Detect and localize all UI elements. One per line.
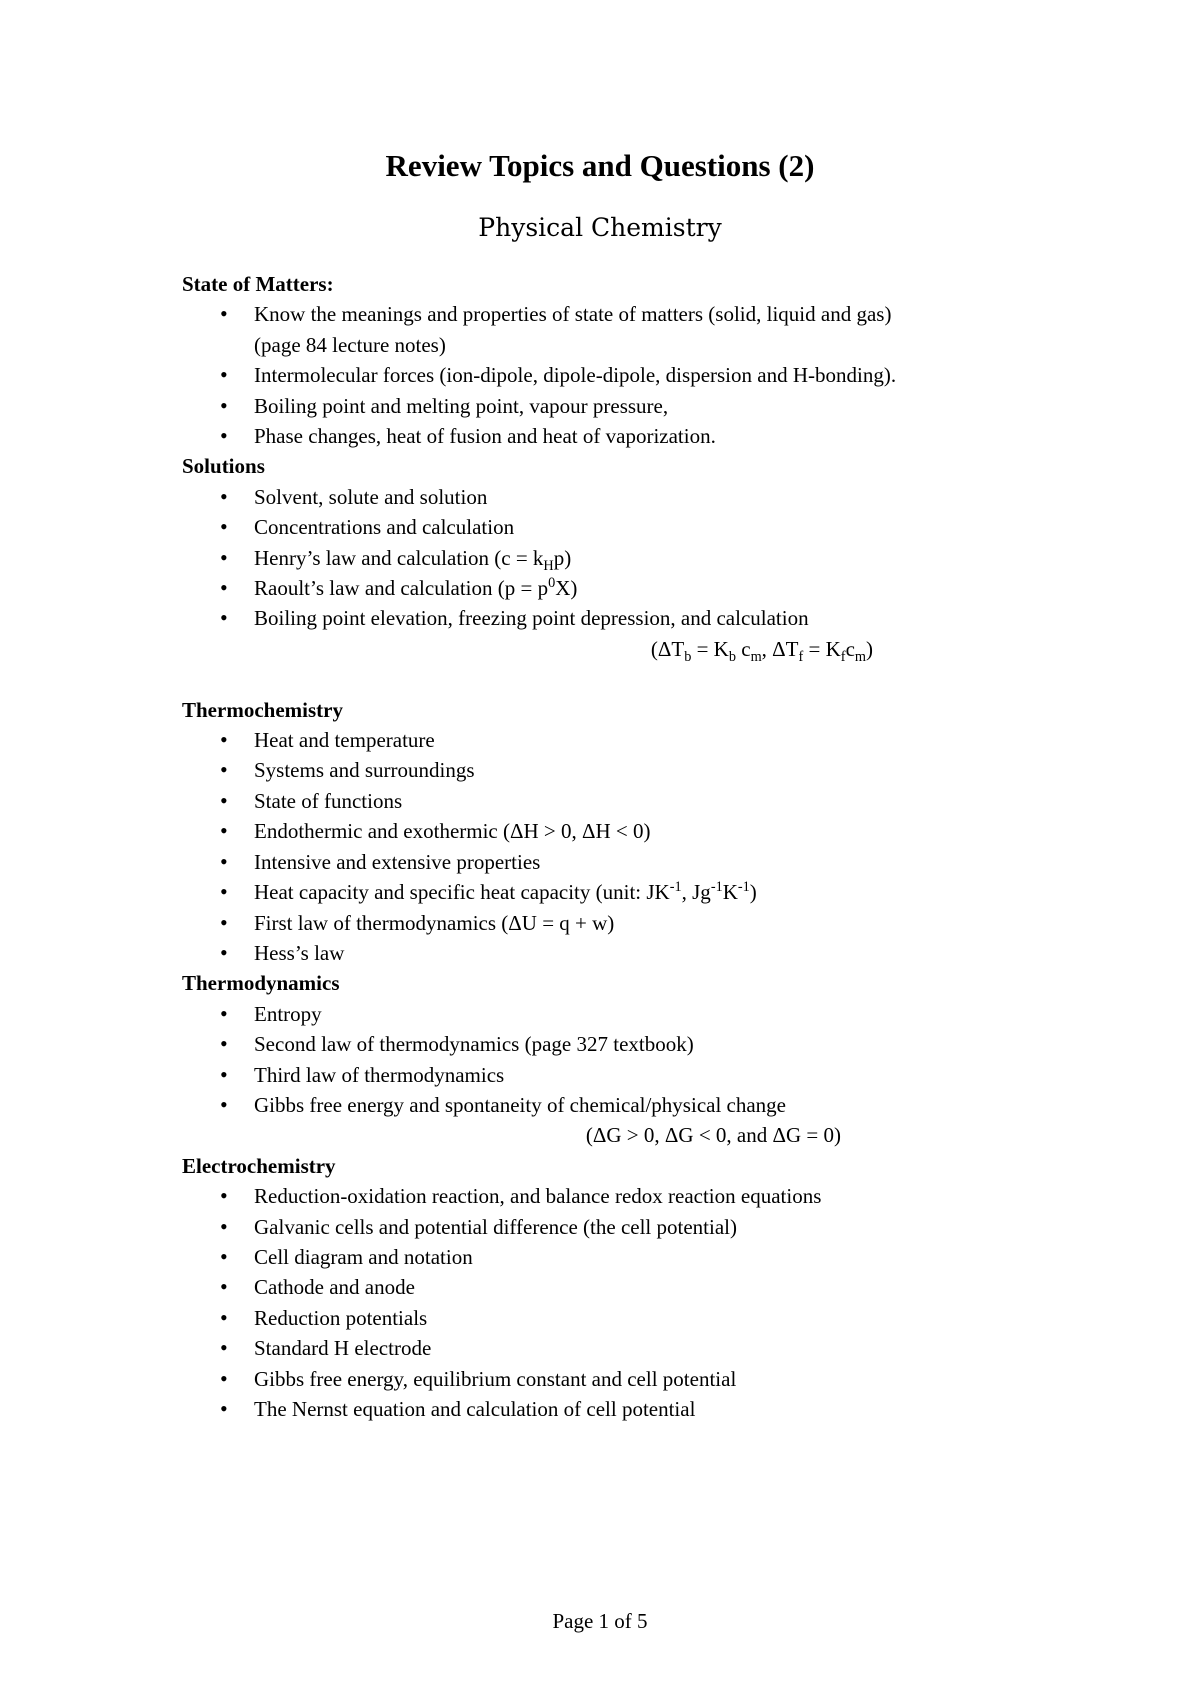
list-item: • Hess’s law xyxy=(182,938,1082,968)
thermodynamics-list xyxy=(182,999,1082,1121)
list-item: • Systems and surroundings xyxy=(182,755,1082,785)
electrochemistry-list xyxy=(182,1181,1082,1424)
list-item: • First law of thermodynamics (ΔU = q + w) xyxy=(182,908,1082,938)
list-item: • Galvanic cells and potential difference (the cell potential) xyxy=(182,1212,1082,1242)
list-item: • Reduction-oxidation reaction, and balance redox reaction equations xyxy=(182,1181,1082,1211)
section-heading-state-of-matters: State of Matters: xyxy=(182,272,334,296)
list-item: • Second law of thermodynamics (page 327 textbook) xyxy=(182,1029,1082,1059)
list-item: • Heat capacity and specific heat capacity (unit: $JK^{-1}$, $Jg^{-1}K^{-1}$) xyxy=(182,877,1082,907)
list-item: • Know the meanings and properties of state of matters (solid, liquid and gas) (page 84 lecture notes) xyxy=(182,299,1082,360)
page-number: Page 1 of 5 xyxy=(552,1609,648,1633)
list-item: • Third law of thermodynamics xyxy=(182,1060,1082,1090)
section-heading-electrochemistry: Electrochemistry xyxy=(182,1153,336,1178)
list-item: • Endothermic and exothermic (ΔH > 0, ΔH < 0) xyxy=(182,816,1082,846)
section-heading-solutions: Solutions xyxy=(182,454,265,479)
list-item: • Phase changes, heat of fusion and heat of vaporization. xyxy=(182,421,1082,451)
list-item: • Gibbs free energy and spontaneity of chemical/physical change xyxy=(182,1090,1082,1120)
list-item: • Standard H electrode xyxy=(182,1333,1082,1363)
list-item: • State of functions xyxy=(182,786,1082,816)
solutions-list xyxy=(182,482,1082,634)
list-item: • Reduction potentials xyxy=(182,1303,1082,1333)
page-subtitle: Physical Chemistry xyxy=(478,213,722,242)
document-body xyxy=(182,269,1082,1424)
list-item: • The Nernst equation and calculation of cell potential xyxy=(182,1394,1082,1424)
section-heading-thermochemistry: Thermochemistry xyxy=(182,697,343,722)
list-item: • Concentrations and calculation xyxy=(182,512,1082,542)
list-item: • Solvent, solute and solution xyxy=(182,482,1082,512)
thermochemistry-list xyxy=(182,725,1082,968)
list-item: • Raoult’s law and calculation $(p = p^0X)$ xyxy=(182,573,1082,603)
list-item: • Intermolecular forces (ion-dipole, dipole-dipole, dispersion and H-bonding). xyxy=(182,360,1082,390)
list-item: • Boiling point elevation, freezing point depression, and calculation xyxy=(182,603,1082,633)
list-item: • Entropy xyxy=(182,999,1082,1029)
solutions-formula: ($\Delta T_b = K_b$ $c_m$, $\Delta T_f = K_fc_m$) xyxy=(650,636,873,666)
list-item: • Henry’s law and calculation $(c = k_Hp)$ xyxy=(182,543,1082,573)
page-title: Review Topics and Questions (2) xyxy=(385,148,815,183)
section-heading-thermodynamics: Thermodynamics xyxy=(182,971,340,996)
blank-line xyxy=(182,664,1082,694)
list-item: • Boiling point and melting point, vapour pressure, xyxy=(182,391,1082,421)
list-item: • Cell diagram and notation xyxy=(182,1242,1082,1272)
list-item: • Gibbs free energy, equilibrium constant and cell potential xyxy=(182,1364,1082,1394)
list-item: • Intensive and extensive properties xyxy=(182,847,1082,877)
list-item: • Heat and temperature xyxy=(182,725,1082,755)
state-of-matters-list xyxy=(182,299,1082,451)
list-item: • Cathode and anode xyxy=(182,1272,1082,1302)
gibbs-formula: (ΔG > 0, ΔG < 0, and ΔG = 0) xyxy=(585,1123,841,1148)
